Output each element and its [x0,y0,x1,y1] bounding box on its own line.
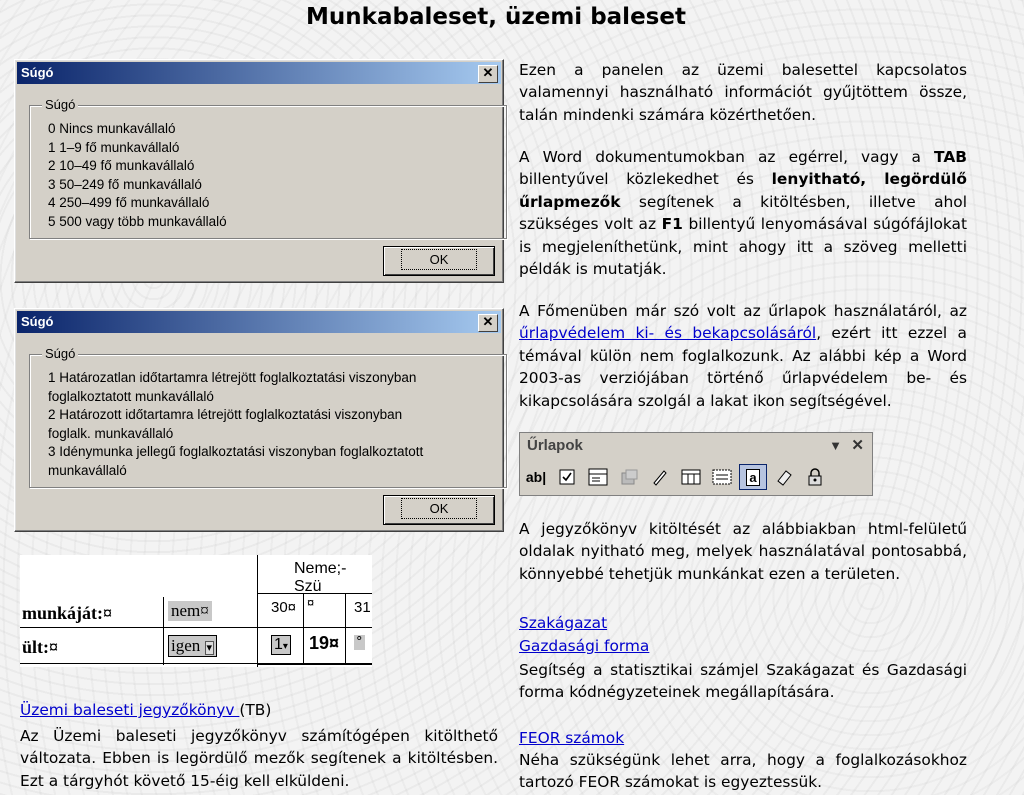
text-run: A Word dokumentumokban az egérrel, vagy a [519,148,935,166]
field-shading-icon[interactable]: a [739,464,767,490]
tb-report-link[interactable]: Üzemi baleseti jegyzőkönyv [20,701,240,719]
snippet-cell: 30¤ [271,599,297,616]
snippet-dropdown-value: 1 [274,636,283,653]
help-item: 0 Nincs munkavállaló [48,121,176,136]
ok-button[interactable] [383,495,495,525]
tb-description: Az Üzemi baleseti jegyzőkönyv számítógépen kitölthető változata. Ebben is legördülő mezők segítenek a kitöltésben. Ezt a tárgyhót követő 15-éig kell elküldeni. [20,727,498,790]
reset-fields-icon[interactable] [770,464,798,490]
insert-frame-icon[interactable] [708,464,736,490]
dropdown-arrow-icon: ▾ [282,641,288,652]
snippet-cell: ¤ [307,595,315,610]
close-icon[interactable]: ✕ [851,437,864,454]
text-run: , ezért itt ezzel a témával külön nem foglalkozunk. Az alábbi kép a Word 2003-as verziójában történő űrlapvédelem be- és kikapcsolására szolgál a lakat ikon segítségével. [519,324,967,410]
link-line [519,727,967,749]
groupbox-label: Súgó [42,97,78,112]
snippet-cell: ° [356,635,363,650]
help-item: 3 50–249 fő munkavállaló [48,176,202,192]
text-run: segítenek a kitöltésben, illetve ahol szükséges volt az [519,192,967,234]
text-run-bold: TAB [934,148,967,166]
help-item: foglalkoztatott munkavállaló [48,388,214,404]
help-items [48,369,423,480]
close-icon[interactable]: ✕ [478,314,498,332]
checkbox-icon[interactable] [553,464,581,490]
toolbar-icons [522,463,829,491]
help-dialog-employment [14,308,504,532]
page-title: Munkabaleset, üzemi baleset [306,4,686,30]
link-line [519,635,967,657]
tb-link-line [20,699,498,721]
help-item: 4 250–499 fő munkavállaló [48,195,210,210]
toolbar-titlebar [520,433,872,459]
stat-paragraph: Segítség a statisztikai számjel Szakágazat és Gazdasági forma kódnégyzeteinek megállapítására. [519,661,967,702]
feor-paragraph: Néha szükségünk lehet arra, hogy a foglalkozásokhoz tartozó FEOR számokat is egyeztessük. [519,751,967,792]
link-line [519,612,967,634]
text-field-icon[interactable]: ab| [525,469,547,485]
dialog-title: Súgó [21,314,54,329]
toolbar-title: Űrlapok [527,437,583,454]
snippet-cell: 31 [354,599,371,616]
help-item: 2 10–49 fő munkavállaló [48,158,195,173]
field-options-icon[interactable] [615,464,643,490]
draw-table-icon[interactable] [646,464,674,490]
ok-button[interactable] [383,246,495,276]
help-items [48,120,227,231]
insert-table-icon[interactable] [677,464,705,490]
text-run-bold: lenyitható, legördülő űrlapmezők [519,170,968,211]
intro-paragraph: Ezen a panelen az üzemi balesettel kapcsolatos valamennyi használható információt gyűjtöttem össze, talán mindenki számára közérthetően. [519,61,967,124]
tb-suffix: (TB) [239,701,272,719]
dropdown-arrow-icon: ▾ [206,642,213,654]
help-item: 1 Határozatlan időtartamra létrejött foglalkoztatási viszonyban [48,370,417,385]
feor-link[interactable]: FEOR számok [519,729,625,747]
groupbox-label: Súgó [42,346,78,361]
text-run: billentyű lenyomásával súgófájlokat is megjeleníthetünk, mint ahogy itt a szöveg melletti példák is mutatják. [519,215,967,279]
snippet-dropdown-value: igen [171,636,201,655]
close-icon[interactable]: ✕ [478,65,498,83]
snippet-field: nem¤ [168,601,212,621]
help-groupbox [29,346,507,488]
help-item: 5 500 vagy több munkavállaló [48,213,227,229]
menu-paragraph [519,300,967,412]
ok-button-label: OK [401,498,478,519]
help-item: munkavállaló [48,462,127,478]
form-snippet-image [20,555,372,667]
dialog-titlebar [17,62,501,84]
text-run-bold: F1 [661,215,683,234]
snippet-dropdown [168,635,217,657]
help-item: foglalk. munkavállaló [48,425,174,441]
snippet-cell: 19¤ [309,633,340,653]
text-run: billentyűvel közlekedhet és [519,170,772,189]
dropdown-icon[interactable] [584,464,612,490]
form-protection-link[interactable]: űrlapvédelem ki- és bekapcsolásáról [519,324,817,343]
forms-toolbar [519,432,873,496]
help-item: 3 Idénymunka jellegű foglalkoztatási viszonyban foglalkoztatott [48,444,424,459]
word-paragraph [519,146,967,280]
dialog-title: Súgó [21,65,54,80]
help-groupbox [29,97,507,239]
snippet-dropdown [271,635,291,655]
ok-button-label: OK [401,249,478,270]
gazdasagi-forma-link[interactable]: Gazdasági forma [519,637,650,655]
lock-icon[interactable] [801,464,829,490]
report-paragraph: A jegyzőkönyv kitöltését az alábbiakban html-felületű oldalak nyitható meg, melyek használatával pontosabbá, könnyebbé tehetjük munkánkat ezen a területen. [519,520,967,583]
dialog-titlebar [17,311,501,333]
help-item: 1 1–9 fő munkavállaló [48,139,180,155]
help-item: 2 Határozott időtartamra létrejött foglalkoztatási viszonyban [48,407,403,422]
snippet-label: ült:¤ [22,637,58,657]
szakagazat-link[interactable]: Szakágazat [519,614,608,632]
help-dialog-employees [14,59,504,283]
snippet-header: Neme;-Szü [294,560,347,595]
text-run: A Főmenüben már szó volt az űrlapok használatáról, az [519,302,967,320]
toolbar-menu-icon[interactable]: ▼ [829,438,842,453]
snippet-label: munkáját:¤ [22,603,113,623]
